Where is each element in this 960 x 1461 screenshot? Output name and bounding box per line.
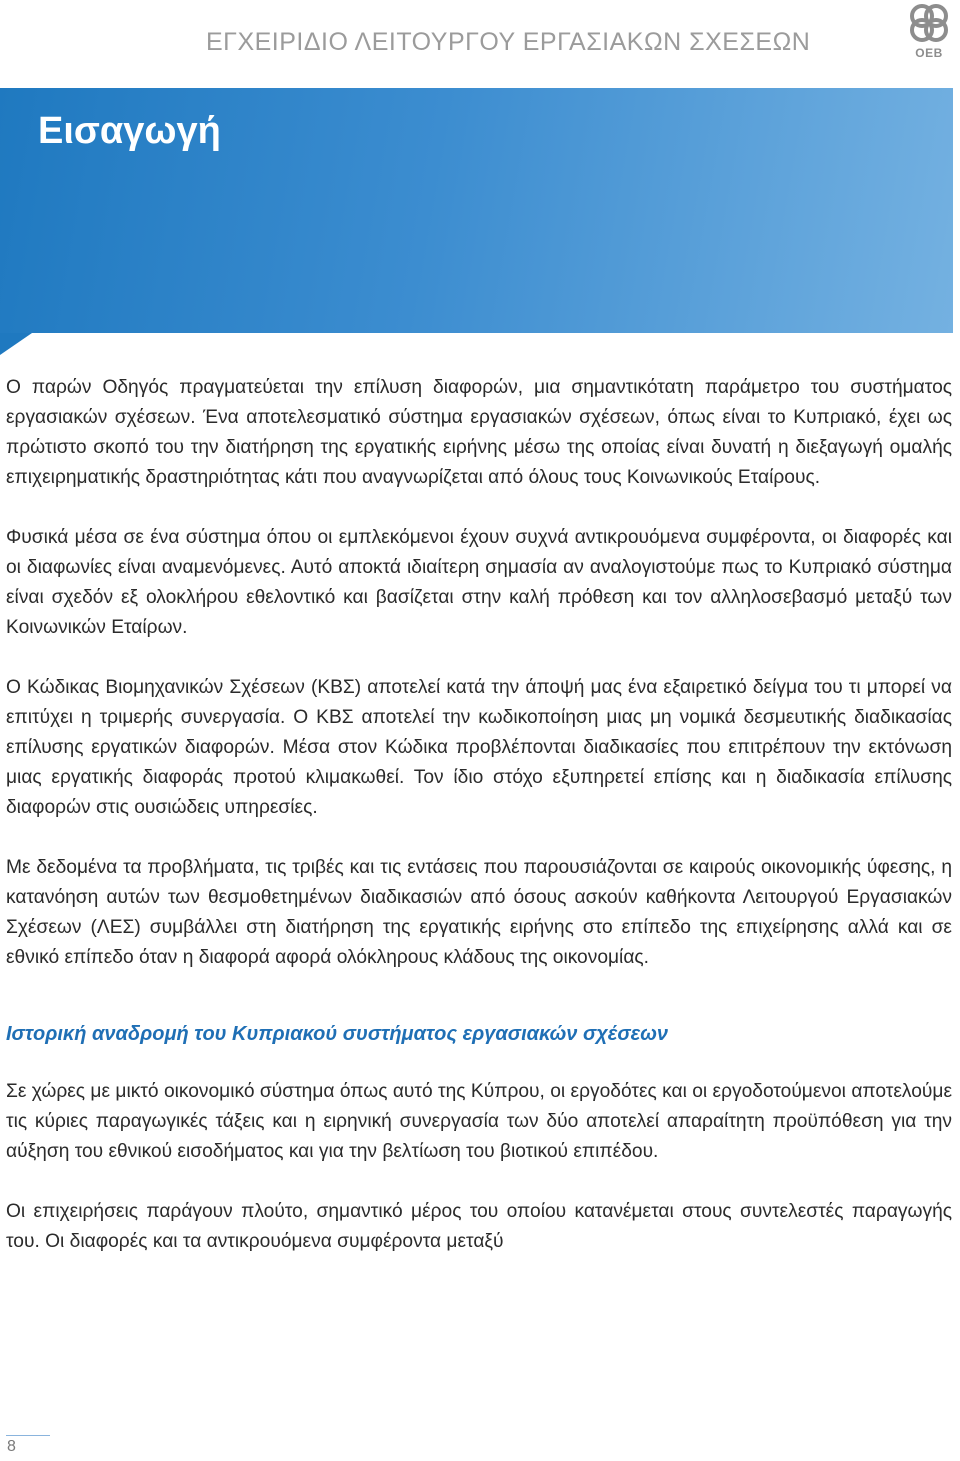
page-number: 8 [7,1438,16,1455]
subheading: Ιστορική αναδρομή του Κυπριακού συστήματος εργασιακών σχέσεων [6,1023,669,1045]
logo-knot-icon [900,2,958,46]
section-title: Εισαγωγή [38,110,221,152]
paragraph: Με δεδομένα τα προβλήματα, τις τριβές και τις εντάσεις που παρουσιάζονται σε καιρούς οικονομικής ύφεσης, η κατανόηση αυτών των θεσμοθετημένων διαδικασιών από όσους ασκούν καθήκοντα Λειτουργού Εργασιακών Σχέσεων (ΛΕΣ) συμβάλλει στη διατήρηση της εργατικής ειρήνης στο επίπεδο της επιχείρησης αλλά και σε εθνικό επίπεδο όταν η διαφορά αφορά ολόκληρους κλάδους της οικονομίας. [6,857,952,968]
paragraph: Σε χώρες με μικτό οικονομικό σύστημα όπως αυτό της Κύπρου, οι εργοδότες και οι εργοδοτούμενοι αποτελούμε τις κύριες παραγωγικές τάξεις και η ειρηνική συνεργασία των δύο αποτελεί απαραίτητη προϋπόθεση για την αύξηση του εθνικού εισοδήματος και για την βελτίωση του βιοτικού επιπέδου. [6,1081,952,1162]
paragraph: Φυσικά μέσα σε ένα σύστημα όπου οι εμπλεκόμενοι έχουν συχνά αντικρουόμενα συμφέροντα, οι διαφορές και οι διαφωνίες είναι αναμενόμενες. Αυτό αποκτά ιδιαίτερη σημασία αν αναλογιστούμε πως το Κυπριακό σύστημα είναι σχεδόν εξ ολοκλήρου εθελοντικό και βασίζεται στην καλή πρόθεση και τον αλληλοσεβασμό μεταξύ των Κοινωνικών Εταίρων. [6,527,952,638]
running-header: ΕΓΧΕΙΡΙΔΙΟ ΛΕΙΤΟΥΡΓΟΥ ΕΡΓΑΣΙΑΚΩΝ ΣΧΕΣΕΩΝ [206,28,811,56]
logo-text: OEB [915,46,943,60]
paragraph: Οι επιχειρήσεις παράγουν πλούτο, σημαντικό μέρος του οποίου κατανέμεται στους συντελεστές παραγωγής του. Οι διαφορές και τα αντικρουόμενα συμφέροντα μεταξύ [6,1201,952,1252]
page-number-rule [6,1435,50,1436]
oeb-logo [900,2,958,64]
body-text [6,373,952,1287]
banner-tab [0,333,32,355]
paragraph: Ο Κώδικας Βιομηχανικών Σχέσεων (ΚΒΣ) αποτελεί κατά την άποψή μας ένα εξαιρετικό δείγμα του τι μπορεί να επιτύχει η τριμερής συνεργασία. Ο ΚΒΣ αποτελεί την κωδικοποίηση μιας μη νομικά δεσμευτικής διαδικασίας επίλυσης εργατικών διαφορών. Μέσα στον Κώδικα προβλέπονται διαδικασίες που επιτρέπουν την εκτόνωση μιας εργατικής διαφοράς προτού κλιμακωθεί. Τον ίδιο στόχο εξυπηρετεί επίσης και η διαδικασία επίλυσης διαφορών στις ουσιώδεις υπηρεσίες. [6,677,952,818]
paragraph: Ο παρών Οδηγός πραγματεύεται την επίλυση διαφορών, μια σημαντικότατη παράμετρο του συστήματος εργασιακών σχέσεων. Ένα αποτελεσματικό σύστημα εργασιακών σχέσεων, όπως είναι το Κυπριακό, έχει ως πρώτιστο σκοπό του την διατήρηση της εργατικής ειρήνης μέσω της οποίας είναι δυνατή η διεξαγωγή ομαλής επιχειρηματικής δραστηριότητας κάτι που αναγνωρίζεται από όλους τους Κοινωνικούς Εταίρους. [6,377,952,488]
